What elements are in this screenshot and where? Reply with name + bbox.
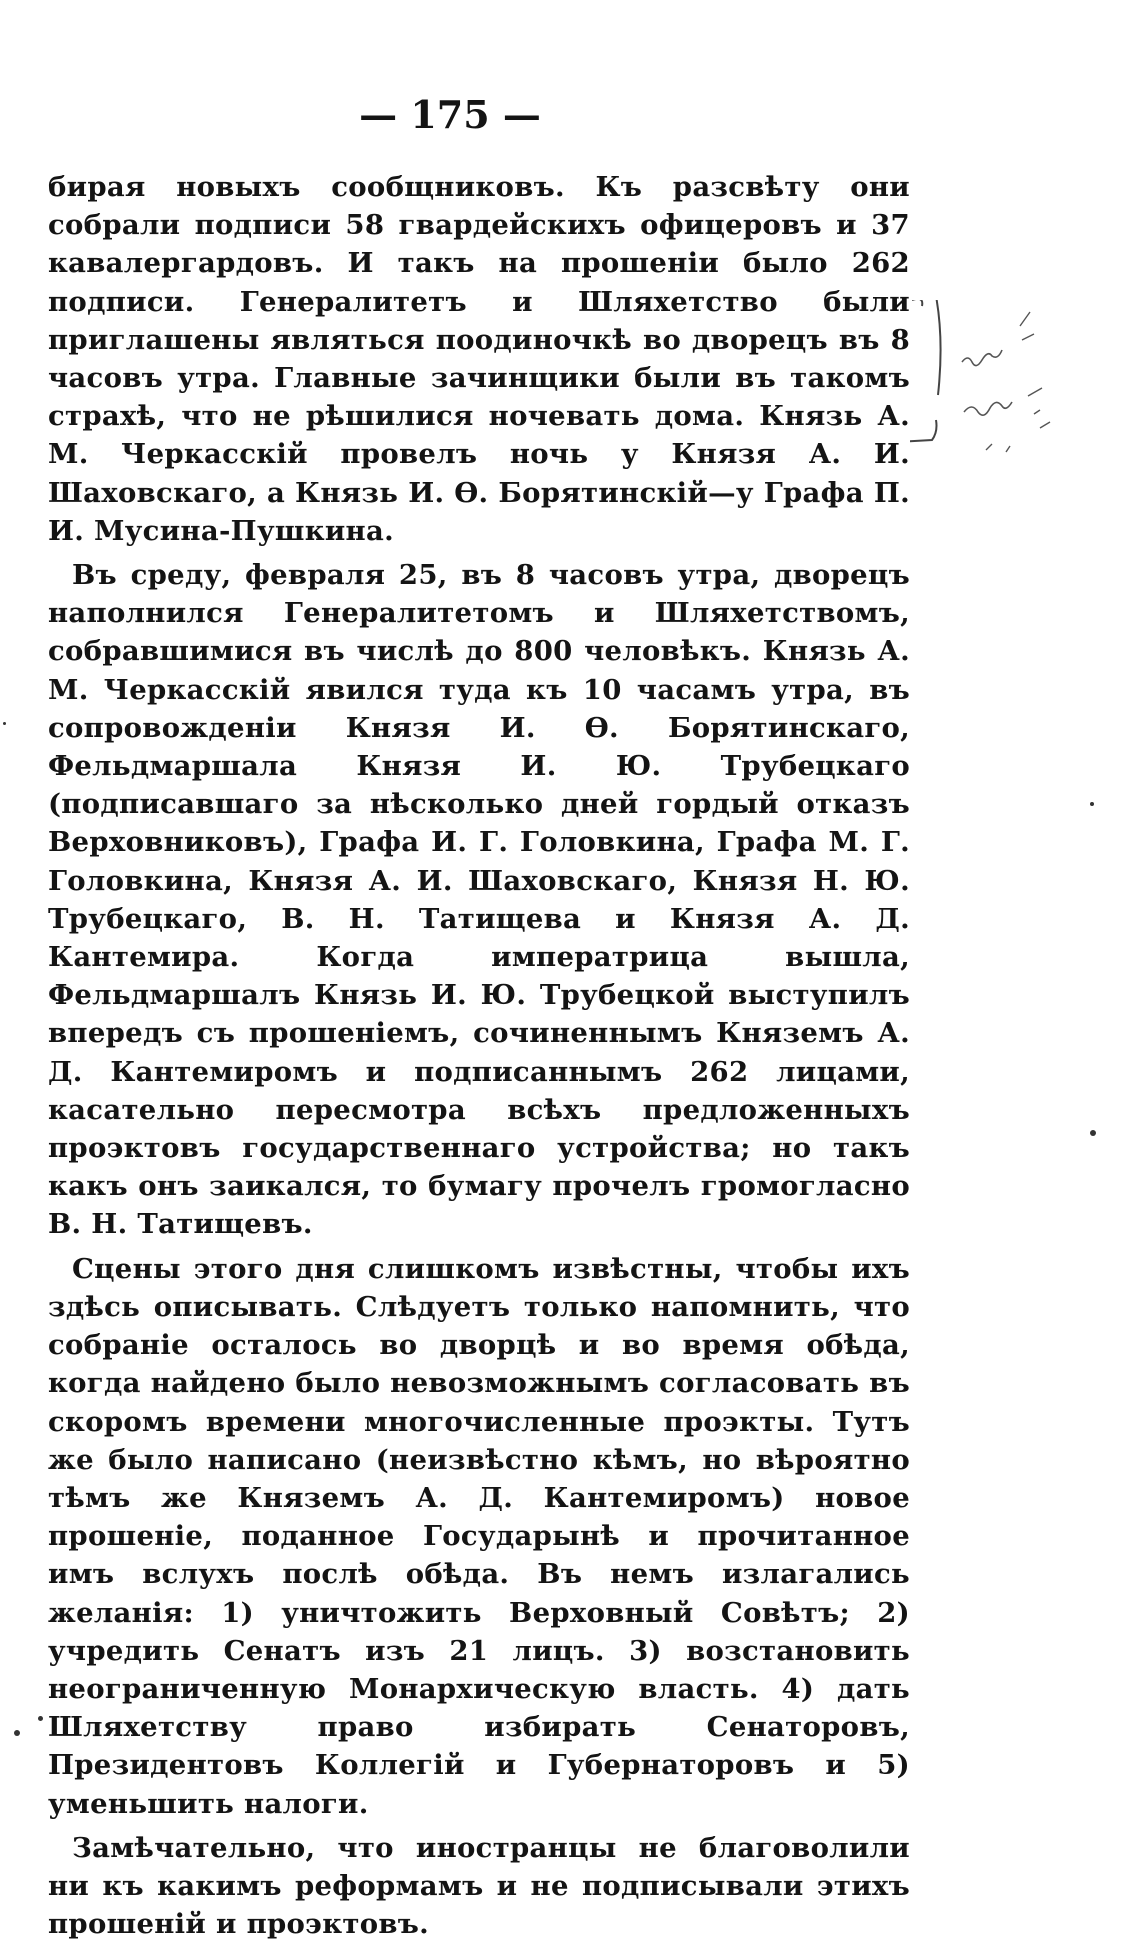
stray-mark <box>1090 802 1094 806</box>
paragraph-1: бирая новыхъ сообщниковъ. Къ разсвѣту они собрали подписи 58 гвардейскихъ офицеровъ и 37 кавалергардовъ. И такъ на прошеніи было 262 подписи. Генералитетъ и Шляхетство были приглашены являться поодиночкѣ во дворецъ въ 8 часовъ утра. Главные зачинщики были въ такомъ страхѣ, что не рѣшилися ночевать дома. Князь А. М. Черкасскій провелъ ночь у Князя А. И. Шаховскаго, а Князь И. Ѳ. Борятинскій—у Графа П. И. Мусина-Пушкина. <box>48 171 910 547</box>
stray-mark <box>14 1730 20 1736</box>
stray-mark <box>38 1716 43 1721</box>
stray-mark <box>3 722 6 725</box>
paragraph-2: Въ среду, февраля 25, въ 8 часовъ утра, дворецъ наполнился Генералитетомъ и Шляхетствомъ, собравшимися въ числѣ до 800 человѣкъ. Князь А. М. Черкасскій явился туда къ 10 часамъ утра, въ сопровожденіи Князя И. Ѳ. Борятинскаго, Фельдмаршала Князя И. Ю. Трубецкаго (подписавшаго за нѣсколько дней гордый отказъ Верховниковъ), Графа И. Г. Головкина, Графа М. Г. Головкина, Князя А. И. Шаховскаго, Князя Н. Ю. Трубецкаго, В. Н. Татищева и Князя А. Д. Кантемира. Когда императрица вышла, Фельдмаршалъ Князь И. Ю. Трубецкой выступилъ впередъ съ прошеніемъ, сочиненнымъ Княземъ А. Д. Кантемиромъ и подписаннымъ 262 лицами, касательно пересмотра всѣхъ предложенныхъ проэктовъ государственнаго устройства; но такъ какъ онъ заикался, то бумагу прочелъ громогласно В. Н. Татищевъ. <box>48 559 910 1241</box>
page-number: — 175 — <box>359 92 541 137</box>
margin-annotation <box>910 300 1110 500</box>
paragraph-4: Замѣчательно, что иностранцы не благоволили ни къ какимъ реформамъ и не подписывали этихъ прошеній и проэктовъ. <box>48 1831 910 1941</box>
paragraph-3: Сцены этого дня слишкомъ извѣстны, чтобы ихъ здѣсь описывать. Слѣдуетъ только напомнить, что собраніе осталось во дворцѣ и во время обѣда, когда найдено было невозможнымъ согласовать въ скоромъ времени многочисленные проэкты. Тутъ же было написано (неизвѣстно кѣмъ, но вѣроятно тѣмъ же Княземъ А. Д. Кантемиромъ) новое прошеніе, поданное Государынѣ и прочитанное имъ вслухъ послѣ обѣда. Въ немъ излагались желанія: 1) уничтожить Верховный Совѣтъ; 2) учредить Сенатъ изъ 21 лицъ. 3) возстановить неограниченную Монархическую власть. 4) дать Шляхетству право избирать Сенаторовъ, Президентовъ Коллегій и Губернаторовъ и 5) уменьшить налоги. <box>48 1252 910 1820</box>
body-text <box>48 168 910 1949</box>
stray-mark <box>1090 1130 1096 1136</box>
